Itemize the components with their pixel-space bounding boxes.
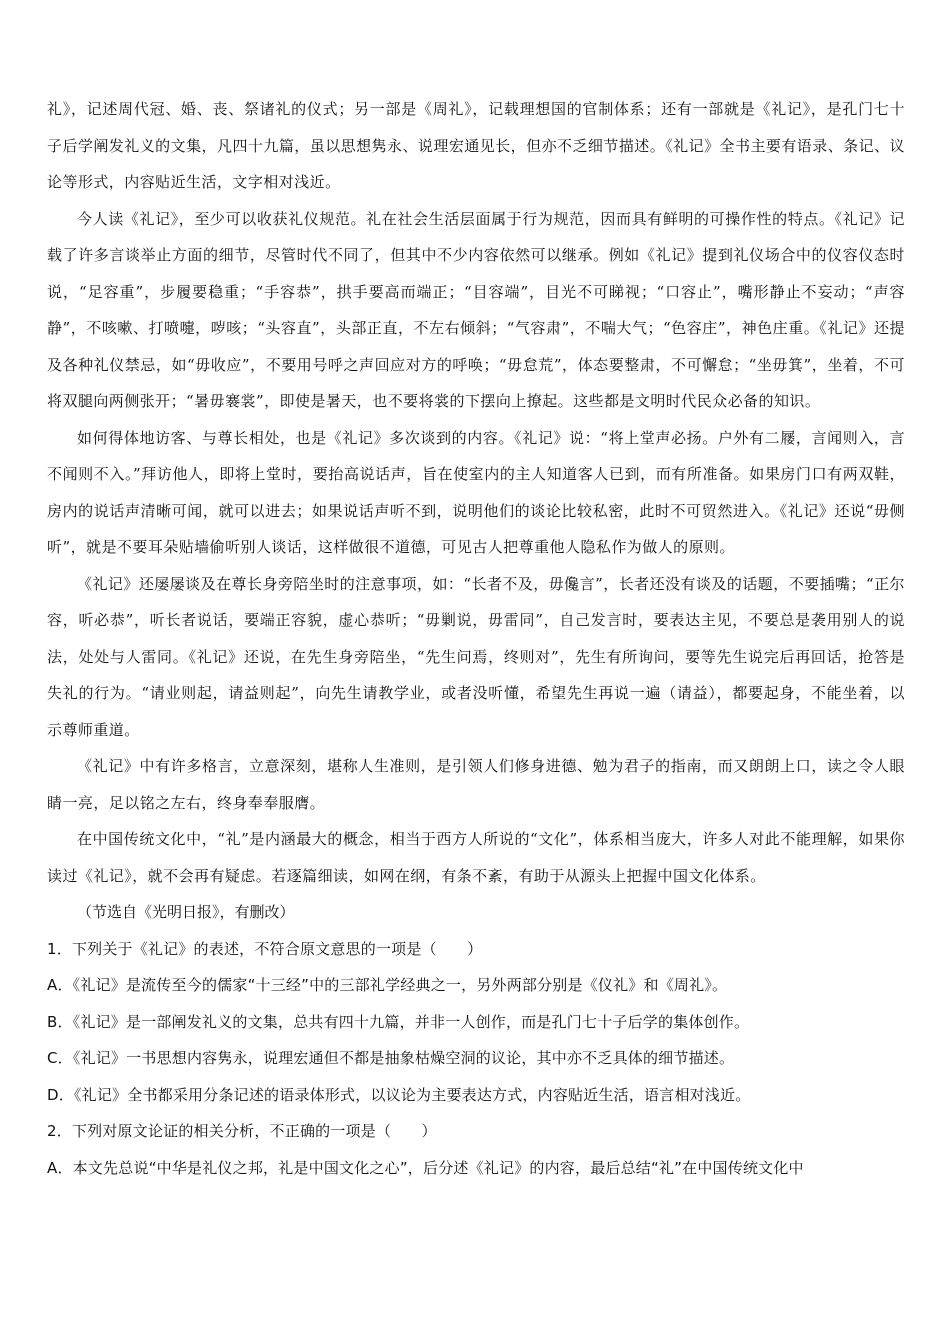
article-paragraph-1: 礼》，记述周代冠、婚、丧、祭诸礼的仪式；另一部是《周礼》，记载理想国的官制体系；还有一部就是《礼记》，是孔门七十子后学阐发礼义的文集，凡四十九篇，虽以思想隽永、说理宏通见长，但亦不乏细节描述。《礼记》全书主要有语录、条记、议论等形式，内容贴近生活，文字相对浅近。 xyxy=(47,100,905,191)
option-b: B．《礼记》是一部阐发礼义的文集，总共有四十九篇，并非一人创作，而是孔门七十子后学的集体创作。 xyxy=(47,1012,750,1031)
option-a: A．本文先总说“中华是礼仪之邦，礼是中国文化之心”，后分述《礼记》的内容，最后总结“礼”在中国传统文化中 xyxy=(47,1158,804,1177)
option-d: D．《礼记》全书都采用分条记述的语录体形式，以议论为主要表达方式，内容贴近生活，语言相对浅近。 xyxy=(47,1085,751,1104)
article-paragraph-3: 如何得体地访客、与尊长相处，也是《礼记》多次谈到的内容。《礼记》说：“将上堂声必扬。户外有二屦，言闻则入，言不闻则不入。”拜访他人，即将上堂时，要抬高说话声，旨在使室内的主人知道客人已到，而有所准备。如果房门口有两双鞋，房内的说话声清晰可闻，就可以进去；如果说话声听不到，说明他们的谈论比较私密，此时不可贸然进入。《礼记》还说“毋侧听”，就是不要耳朵贴墙偷听别人谈话，这样做很不道德，可见古人把尊重他人隐私作为做人的原则。 xyxy=(47,428,905,556)
article-paragraph-6: 在中国传统文化中，“礼”是内涵最大的概念，相当于西方人所说的“文化”，体系相当庞大，许多人对此不能理解，如果你读过《礼记》，就不会再有疑虑。若逐篇细读，如网在纲，有条不紊，有助于从源头上把握中国文化体系。 xyxy=(47,830,905,885)
question-2 xyxy=(47,1113,905,1186)
option-c: C．《礼记》一书思想内容隽永，说理宏通但不都是抽象枯燥空洞的议论，其中亦不乏具体的细节描述。 xyxy=(47,1049,735,1067)
article-paragraph-5: 《礼记》中有许多格言，立意深刻，堪称人生准则，是引领人们修身进德、勉为君子的指南，而又朗朗上口，读之令人眼睛一亮，足以铭之左右，终身奉奉服膺。 xyxy=(47,757,905,812)
question-stem: 2．下列对原文论证的相关分析，不正确的一项是（ ） xyxy=(47,1122,437,1140)
question-stem: 1．下列关于《礼记》的表述，不符合原文意思的一项是（ ） xyxy=(47,939,483,958)
article-paragraph-4: 《礼记》还屡屡谈及在尊长身旁陪坐时的注意事项，如：“长者不及，毋儳言”，长者还没有谈及的话题，不要插嘴；“正尔容，听必恭”，听长者说话，要端正容貌，虚心恭听；“毋剿说，毋雷同”，自己发言时，要表达主见，不要总是袭用别人的说法，处处与人雷同。《礼记》还说，在先生身旁陪坐，“先生问焉，终则对”，先生有所询问，要等先生说完后再回话，抢答是失礼的行为。“请业则起，请益则起”，向先生请教学业，或者没听懂，希望先生再说一遍（请益），都要起身，不能坐着，以示尊师重道。 xyxy=(47,574,905,739)
option-a: A．《礼记》是流传至今的儒家“十三经”中的三部礼学经典之一，另外两部分别是《仪礼》和《周礼》。 xyxy=(47,976,728,994)
article-body xyxy=(47,91,905,931)
question-1 xyxy=(47,931,905,1114)
article-source: （节选自《光明日报》，有删改） xyxy=(77,903,295,921)
article-paragraph-2: 今人读《礼记》，至少可以收获礼仪规范。礼在社会生活层面属于行为规范，因而具有鲜明的可操作性的特点。《礼记》记载了许多言谈举止方面的细节，尽管时代不同了，但其中不少内容依然可以继承。例如《礼记》提到礼仪场合中的仪容仪态时说，“足容重”，步履要稳重；“手容恭”，拱手要高而端正；“目容端”，目光不可睇视；“口容止”，嘴形静止不妄动；“声容静”，不咳嗽、打喷嚏，哕咳；“头容直”，头部正直，不左右倾斜；“气容肃”，不喘大气；“色容庄”，神色庄重。《礼记》还提及各种礼仪禁忌，如“毋收应”，不要用号呼之声回应对方的呼唤；“毋怠荒”，体态要整肃，不可懈怠；“坐毋箕”，坐着，不可将双腿向两侧张开；“暑毋褰裳”，即使是暑天，也不要将裳的下摆向上撩起。这些都是文明时代民众必备的知识。 xyxy=(47,209,905,410)
